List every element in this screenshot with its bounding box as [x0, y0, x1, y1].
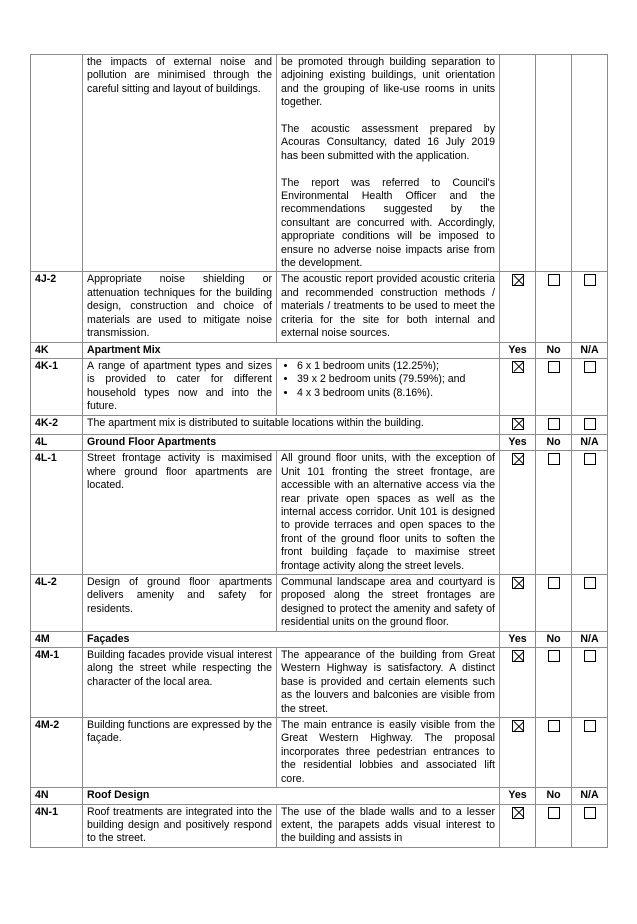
no-cell — [536, 55, 572, 272]
no-cell — [536, 804, 572, 847]
checked-checkbox[interactable] — [512, 807, 524, 819]
section-title: Roof Design — [83, 788, 500, 804]
no-cell — [536, 575, 572, 632]
ref-cell: 4K-2 — [31, 415, 83, 434]
empty-checkbox[interactable] — [584, 453, 596, 465]
na-cell — [572, 272, 608, 342]
na-cell — [572, 451, 608, 575]
yes-label: Yes — [500, 631, 536, 647]
na-label: N/A — [572, 342, 608, 358]
empty-checkbox[interactable] — [584, 577, 596, 589]
table-row — [31, 272, 608, 342]
yes-cell — [500, 718, 536, 788]
objective-cell: Building functions are expressed by the façade. — [83, 718, 277, 788]
comment-cell: The apartment mix is distributed to suitable locations within the building. — [83, 415, 500, 434]
section-ref: 4K — [31, 342, 83, 358]
na-label: N/A — [572, 631, 608, 647]
comment-cell: The use of the blade walls and to a lesser extent, the parapets adds visual interest to the building and assists in — [277, 804, 500, 847]
comment-cell: Communal landscape area and courtyard is proposed along the street frontages are designed to protect the amenity and safety of residential units on the ground floor. — [277, 575, 500, 632]
yes-cell — [500, 358, 536, 415]
empty-checkbox[interactable] — [548, 720, 560, 732]
list-item: • 39 x 2 bedroom units (79.59%); and — [297, 373, 495, 386]
objective-cell: Building facades provide visual interest along the street while respecting the character of the local area. — [83, 648, 277, 718]
checked-checkbox[interactable] — [512, 720, 524, 732]
empty-checkbox[interactable] — [584, 418, 596, 430]
section-ref: 4N — [31, 788, 83, 804]
yes-label: Yes — [500, 342, 536, 358]
objective-cell: Roof treatments are integrated into the building design and positively respond to the street. — [83, 804, 277, 847]
objective-cell: A range of apartment types and sizes is provided to cater for different household types now and into the future. — [83, 358, 277, 415]
empty-checkbox[interactable] — [548, 453, 560, 465]
yes-cell — [500, 415, 536, 434]
empty-checkbox[interactable] — [584, 650, 596, 662]
yes-label: Yes — [500, 788, 536, 804]
empty-checkbox[interactable] — [548, 577, 560, 589]
na-label: N/A — [572, 434, 608, 450]
section-title: Ground Floor Apartments — [83, 434, 500, 450]
empty-checkbox[interactable] — [548, 807, 560, 819]
comment-cell: The acoustic report provided acoustic criteria and recommended construction methods / materials / treatments to be used to meet the criteria for the site for both internal and external noise sources. — [277, 272, 500, 342]
section-title: Apartment Mix — [83, 342, 500, 358]
yes-cell — [500, 648, 536, 718]
ref-cell: 4L-1 — [31, 451, 83, 575]
table-row — [31, 718, 608, 788]
no-cell — [536, 272, 572, 342]
ref-cell: 4M-1 — [31, 648, 83, 718]
table-row — [31, 804, 608, 847]
section-header-row — [31, 434, 608, 450]
no-label: No — [536, 342, 572, 358]
table-row — [31, 451, 608, 575]
yes-cell — [500, 55, 536, 272]
comment-paragraph: The acoustic assessment prepared by Acouras Consultancy, dated 16 July 2019 has been submitted with the application. — [281, 123, 495, 162]
no-label: No — [536, 788, 572, 804]
comment-paragraph: be promoted through building separation to adjoining existing buildings, unit orientation and the grouping of like-use rooms in units together. — [281, 56, 495, 109]
ref-cell: 4M-2 — [31, 718, 83, 788]
na-cell — [572, 804, 608, 847]
comment-paragraph: The report was referred to Council's Environmental Health Officer and the recommendations suggested by the consultant are concurred with. Accordingly, appropriate conditions will be imposed to ensure no adverse noise impacts arise from the development. — [281, 176, 495, 270]
list-item: • 6 x 1 bedroom units (12.25%); — [297, 360, 495, 373]
objective-cell: Street frontage activity is maximised where ground floor apartments are located. — [83, 451, 277, 575]
objective-cell: Appropriate noise shielding or attenuation techniques for the building design, construction and choice of materials are used to mitigate noise transmission. — [83, 272, 277, 342]
compliance-table — [30, 54, 608, 848]
table-row — [31, 648, 608, 718]
na-label: N/A — [572, 788, 608, 804]
empty-checkbox[interactable] — [548, 650, 560, 662]
table-row — [31, 575, 608, 632]
checked-checkbox[interactable] — [512, 361, 524, 373]
ref-cell: 4L-2 — [31, 575, 83, 632]
na-cell — [572, 718, 608, 788]
no-cell — [536, 358, 572, 415]
comment-cell: The appearance of the building from Great Western Highway is satisfactory. A distinct base is provided and certain elements such as the louvers and balconies are visible from the street. — [277, 648, 500, 718]
comment-cell: The main entrance is easily visible from the Great Western Highway. The proposal incorporates three pedestrian entrances to the residential lobbies and associated lift core. — [277, 718, 500, 788]
na-cell — [572, 648, 608, 718]
empty-checkbox[interactable] — [584, 274, 596, 286]
yes-cell — [500, 272, 536, 342]
na-cell — [572, 55, 608, 272]
list-item: • 4 x 3 bedroom units (8.16%). — [297, 387, 495, 400]
section-ref: 4L — [31, 434, 83, 450]
empty-checkbox[interactable] — [548, 361, 560, 373]
section-ref: 4M — [31, 631, 83, 647]
empty-checkbox[interactable] — [548, 418, 560, 430]
no-cell — [536, 451, 572, 575]
section-header-row — [31, 631, 608, 647]
ref-cell: 4N-1 — [31, 804, 83, 847]
no-label: No — [536, 631, 572, 647]
table-row — [31, 415, 608, 434]
objective-cell: Design of ground floor apartments delivers amenity and safety for residents. — [83, 575, 277, 632]
checked-checkbox[interactable] — [512, 418, 524, 430]
checked-checkbox[interactable] — [512, 577, 524, 589]
empty-checkbox[interactable] — [584, 720, 596, 732]
section-header-row — [31, 788, 608, 804]
comment-cell — [277, 358, 500, 415]
section-title: Façades — [83, 631, 500, 647]
na-cell — [572, 358, 608, 415]
no-cell — [536, 415, 572, 434]
table-row — [31, 358, 608, 415]
ref-cell: 4K-1 — [31, 358, 83, 415]
yes-cell — [500, 804, 536, 847]
comment-cell — [277, 55, 500, 272]
empty-checkbox[interactable] — [584, 361, 596, 373]
no-label: No — [536, 434, 572, 450]
ref-cell — [31, 55, 83, 272]
na-cell — [572, 575, 608, 632]
table-row — [31, 55, 608, 272]
objective-cell: the impacts of external noise and pollution are minimised through the careful sitting and layout of buildings. — [83, 55, 277, 272]
checked-checkbox[interactable] — [512, 453, 524, 465]
yes-cell — [500, 575, 536, 632]
checked-checkbox[interactable] — [512, 650, 524, 662]
yes-label: Yes — [500, 434, 536, 450]
checked-checkbox[interactable] — [512, 274, 524, 286]
yes-cell — [500, 451, 536, 575]
na-cell — [572, 415, 608, 434]
section-header-row — [31, 342, 608, 358]
unit-mix-list — [281, 360, 495, 400]
no-cell — [536, 718, 572, 788]
no-cell — [536, 648, 572, 718]
empty-checkbox[interactable] — [548, 274, 560, 286]
empty-checkbox[interactable] — [584, 807, 596, 819]
comment-cell: All ground floor units, with the exception of Unit 101 fronting the street frontage, are accessible with an alternative access via the rear private open spaces as well as the internal access corridor. Unit 101 is designed to provide terraces and open spaces to the front of the ground floor units to soften the front building façade to maximise street frontage activity along the street levels. — [277, 451, 500, 575]
ref-cell: 4J-2 — [31, 272, 83, 342]
